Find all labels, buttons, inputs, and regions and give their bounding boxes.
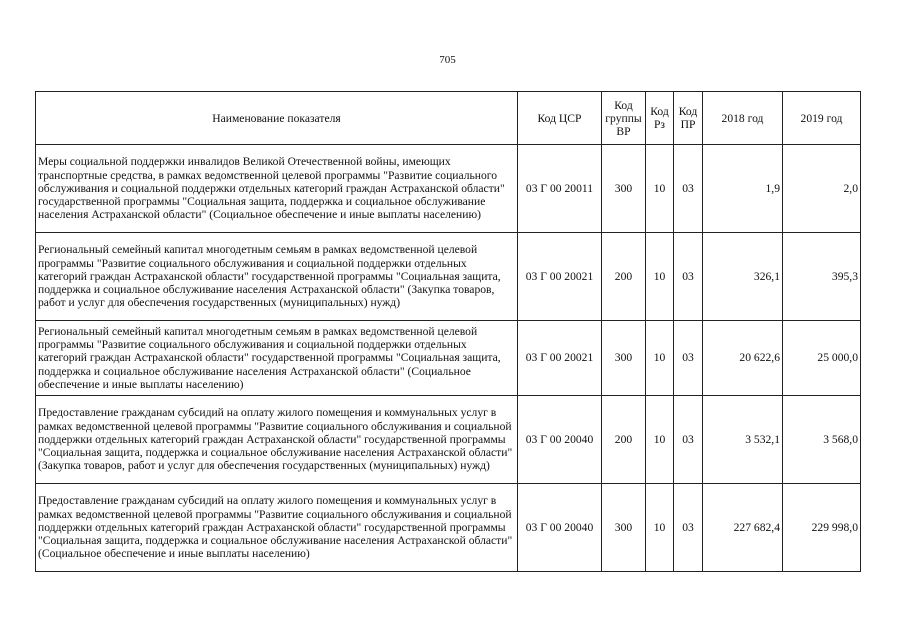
row-rz-code: 10 bbox=[646, 396, 674, 484]
table-row bbox=[36, 233, 861, 321]
page-number: 705 bbox=[439, 54, 456, 66]
row-value-2018: 20 622,6 bbox=[703, 321, 783, 396]
row-value-2018: 3 532,1 bbox=[703, 396, 783, 484]
row-value-2019: 3 568,0 bbox=[783, 396, 861, 484]
row-name: Предоставление гражданам субсидий на оплату жилого помещения и коммунальных услуг в рамках ведомственной целевой программы "Развитие социального обслуживания и социальной поддержки отдельных категорий граждан Астраханской области" государственной программы "Социальная защита, поддержка и социальное обслуживание населения Астраханской области" (Социальное обеспечение и иные выплаты населению) bbox=[36, 484, 518, 572]
row-value-2018: 326,1 bbox=[703, 233, 783, 321]
row-name: Региональный семейный капитал многодетным семьям в рамках ведомственной целевой программы "Развитие социального обслуживания и социальной поддержки отдельных категорий граждан Астраханской области" государственной программы "Социальная защита, поддержка и социальное обслуживание населения Астраханской области" (Закупка товаров, работ и услуг для обеспечения государственных (муниципальных) нужд) bbox=[36, 233, 518, 321]
row-csr-code: 03 Г 00 20040 bbox=[518, 484, 602, 572]
row-value-2019: 25 000,0 bbox=[783, 321, 861, 396]
row-value-2019: 2,0 bbox=[783, 145, 861, 233]
row-pr-code: 03 bbox=[674, 321, 703, 396]
row-name: Региональный семейный капитал многодетным семьям в рамках ведомственной целевой программы "Развитие социального обслуживания и социальной поддержки отдельных категорий граждан Астраханской области" государственной программы "Социальная защита, поддержка и социальное обслуживание населения Астраханской области" (Социальное обеспечение и иные выплаты населению) bbox=[36, 321, 518, 396]
table-row bbox=[36, 396, 861, 484]
header-year-2019: 2019 год bbox=[783, 92, 861, 145]
row-vr-code: 200 bbox=[602, 233, 646, 321]
row-pr-code: 03 bbox=[674, 145, 703, 233]
row-pr-code: 03 bbox=[674, 233, 703, 321]
row-rz-code: 10 bbox=[646, 233, 674, 321]
row-vr-code: 300 bbox=[602, 321, 646, 396]
table-row bbox=[36, 321, 861, 396]
header-pr-code: Код ПР bbox=[674, 92, 703, 145]
row-vr-code: 300 bbox=[602, 145, 646, 233]
table-row bbox=[36, 484, 861, 572]
row-name: Предоставление гражданам субсидий на оплату жилого помещения и коммунальных услуг в рамках ведомственной целевой программы "Развитие социального обслуживания и социальной поддержки отдельных категорий граждан Астраханской области" государственной программы "Социальная защита, поддержка и социальное обслуживание населения Астраханской области" (Закупка товаров, работ и услуг для обеспечения государственных (муниципальных) нужд) bbox=[36, 396, 518, 484]
row-value-2018: 1,9 bbox=[703, 145, 783, 233]
row-value-2019: 229 998,0 bbox=[783, 484, 861, 572]
row-pr-code: 03 bbox=[674, 484, 703, 572]
row-vr-code: 200 bbox=[602, 396, 646, 484]
row-rz-code: 10 bbox=[646, 321, 674, 396]
row-csr-code: 03 Г 00 20021 bbox=[518, 321, 602, 396]
row-pr-code: 03 bbox=[674, 396, 703, 484]
header-year-2018: 2018 год bbox=[703, 92, 783, 145]
row-rz-code: 10 bbox=[646, 484, 674, 572]
row-vr-code: 300 bbox=[602, 484, 646, 572]
row-csr-code: 03 Г 00 20011 bbox=[518, 145, 602, 233]
header-name: Наименование показателя bbox=[36, 92, 518, 145]
row-csr-code: 03 Г 00 20040 bbox=[518, 396, 602, 484]
table-header-row bbox=[36, 92, 861, 145]
header-csr-code: Код ЦСР bbox=[518, 92, 602, 145]
row-csr-code: 03 Г 00 20021 bbox=[518, 233, 602, 321]
header-vr-group-code: Код группы ВР bbox=[602, 92, 646, 145]
row-value-2018: 227 682,4 bbox=[703, 484, 783, 572]
header-rz-code: Код Рз bbox=[646, 92, 674, 145]
row-name: Меры социальной поддержки инвалидов Великой Отечественной войны, имеющих транспортные средства, в рамках ведомственной целевой программы "Развитие социального обслуживания и социальной поддержки отдельных категорий граждан Астраханской области" государственной программы "Социальная защита, поддержка и социальное обслуживание населения Астраханской области" (Социальное обеспечение и иные выплаты населению) bbox=[36, 145, 518, 233]
table-row bbox=[36, 145, 861, 233]
row-value-2019: 395,3 bbox=[783, 233, 861, 321]
budget-table bbox=[35, 91, 861, 572]
row-rz-code: 10 bbox=[646, 145, 674, 233]
